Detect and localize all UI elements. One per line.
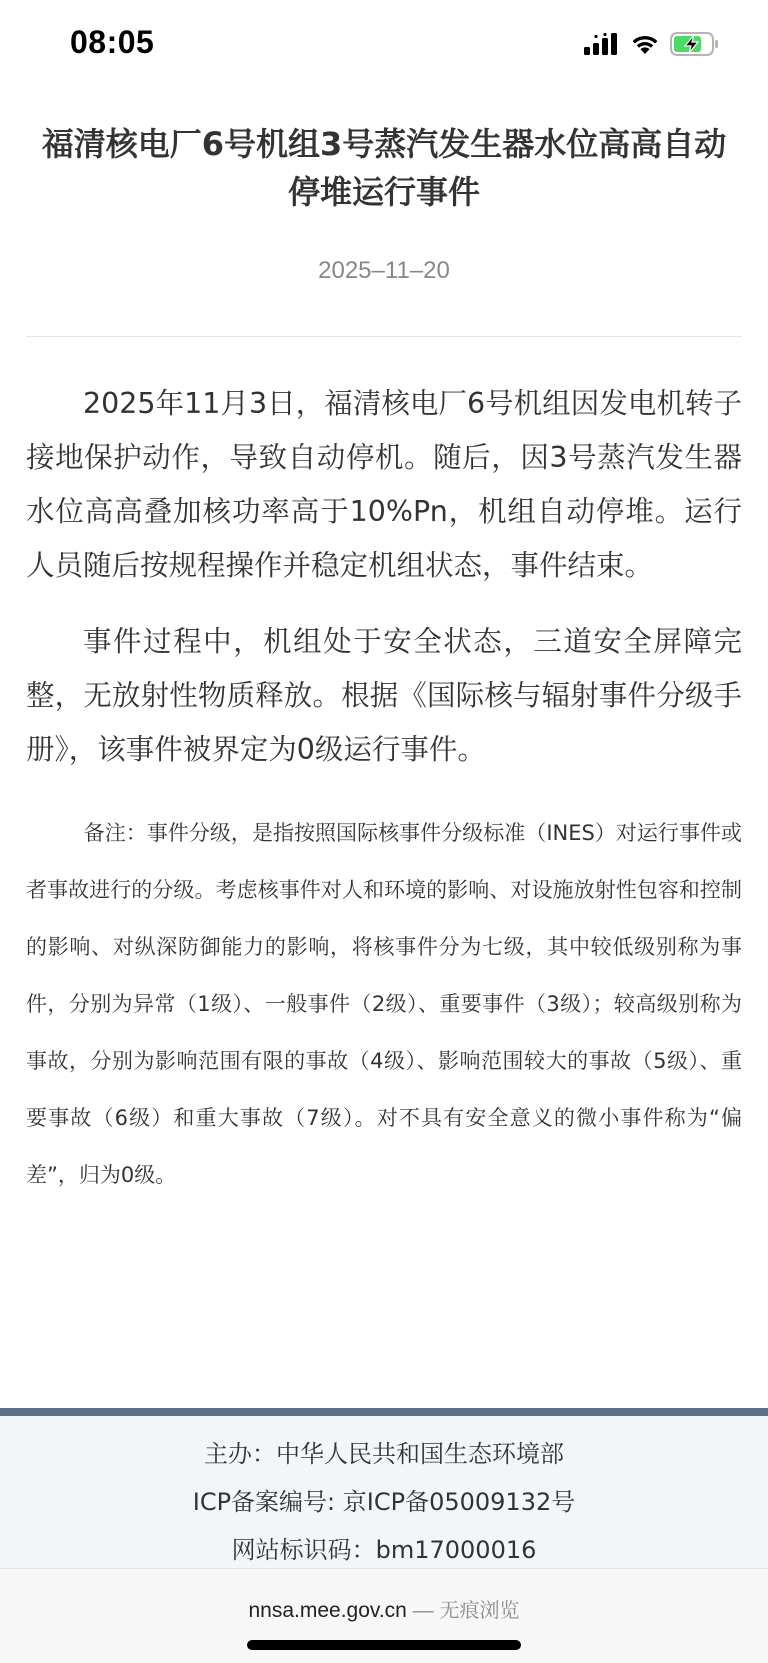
- article-title: 福清核电厂6号机组3号蒸汽发生器水位高高自动停堆运行事件: [41, 125, 727, 211]
- url-separator: —: [406, 1599, 440, 1622]
- cellular-signal-icon: [584, 33, 620, 55]
- status-icons: [584, 32, 720, 56]
- article-paragraph: 事件过程中，机组处于安全状态，三道安全屏障完整，无放射性物质释放。根据《国际核与辐射事件分级手册》，该事件被界定为0级运行事件。: [26, 625, 742, 766]
- url-domain[interactable]: nnsa.mee.gov.cn: [248, 1599, 407, 1622]
- article-paragraph: 2025年11月3日，福清核电厂6号机组因发电机转子接地保护动作，导致自动停机。随后，因3号蒸汽发生器水位高高叠加核功率高于10%Pn，机组自动停堆。运行人员随后按规程操作并稳定机组状态，事件结束。: [26, 387, 742, 582]
- status-bar: [0, 0, 768, 90]
- article-note: 备注：事件分级，是指按照国际核事件分级标准（INES）对运行事件或者事故进行的分级。考虑核事件对人和环境的影响、对设施放射性包容和控制的影响、对纵深防御能力的影响，将核事件分为七级，其中较低级别称为事件，分别为异常（1级）、一般事件（2级）、重要事件（3级）；较高级别称为事故，分别为影响范围有限的事故（4级）、影响范围较大的事故（5级）、重要事故（6级）和重大事故（7级）。对不具有安全意义的微小事件称为“偏差”，归为0级。: [26, 821, 742, 1187]
- article-body: [26, 377, 742, 1204]
- wifi-icon: [630, 33, 660, 55]
- footer-sponsor: 主办：中华人民共和国生态环境部: [204, 1440, 564, 1468]
- article: [26, 120, 742, 1204]
- divider: [26, 336, 742, 337]
- private-browsing-label: 无痕浏览: [439, 1598, 520, 1622]
- home-indicator[interactable]: [247, 1640, 521, 1650]
- battery-charging-icon: [670, 32, 720, 56]
- site-footer: [0, 1408, 768, 1576]
- article-date: 2025–11–20: [318, 257, 450, 284]
- footer-icp[interactable]: ICP备案编号: 京ICP备05009132号: [192, 1488, 576, 1516]
- url-line[interactable]: [0, 1597, 768, 1624]
- footer-site-id: 网站标识码：bm17000016: [231, 1536, 537, 1564]
- status-time: 08:05: [70, 24, 155, 60]
